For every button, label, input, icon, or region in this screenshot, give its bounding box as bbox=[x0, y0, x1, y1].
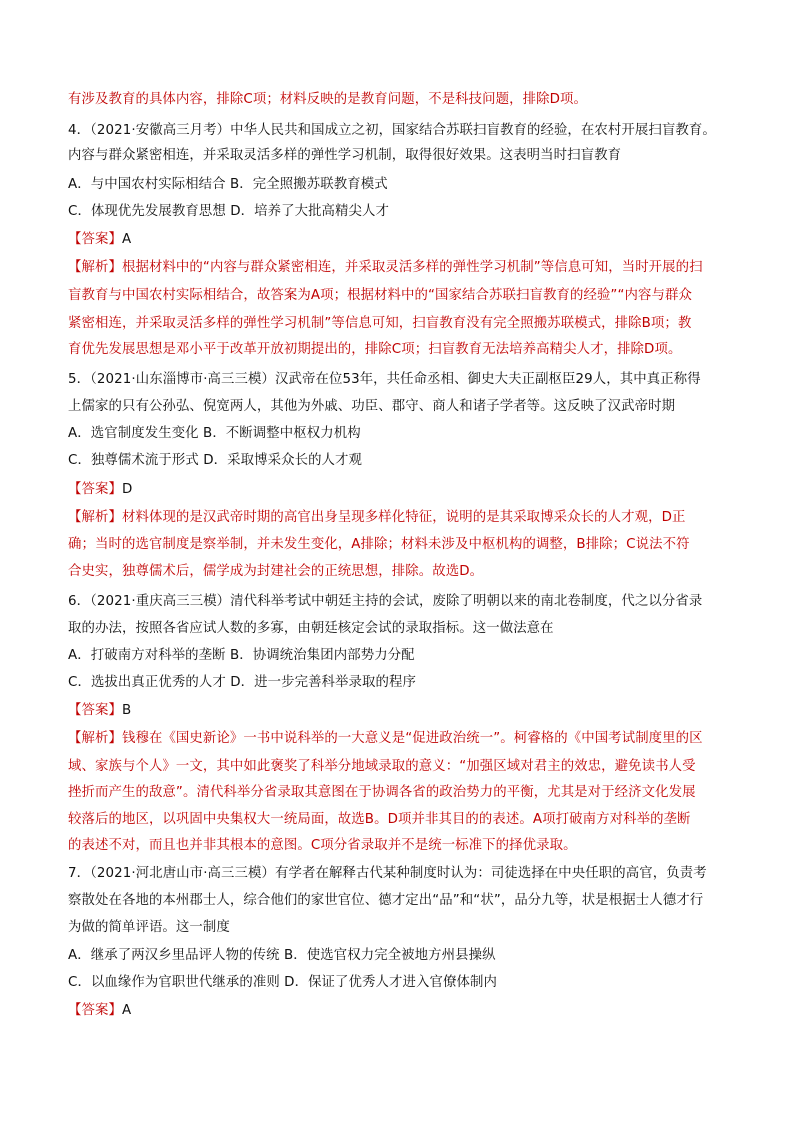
text-line bbox=[68, 592, 738, 612]
text-line bbox=[68, 973, 738, 993]
line-text: B bbox=[121, 703, 132, 718]
line-text: 6．（2021·重庆高三三模）清代科举考试中朝廷主持的会试，废除了明朝以来的南北卷制度，代之以分省录 bbox=[68, 594, 703, 609]
text-line bbox=[68, 891, 738, 911]
line-text: 的表述不对，而且也并非其根本的意图。C项分省录取并不是统一标准下的择优录取。 bbox=[68, 838, 577, 853]
line-text: A．打破南方对科举的垄断 B．协调统治集团内部势力分配 bbox=[68, 648, 415, 663]
text-line bbox=[68, 451, 738, 471]
text-line bbox=[68, 535, 738, 555]
text-line bbox=[68, 836, 738, 856]
text-line bbox=[68, 340, 738, 360]
analysis-line bbox=[68, 729, 738, 749]
text-line bbox=[68, 146, 738, 166]
text-line bbox=[68, 370, 738, 390]
line-text: 育优先发展思想是邓小平于改革开放初期提出的，排除C项；扫盲教育无法培养高精尖人才，排除D项。 bbox=[68, 342, 682, 357]
analysis-line bbox=[68, 258, 738, 278]
answer-line bbox=[68, 701, 738, 721]
text-line bbox=[68, 946, 738, 966]
line-text: 合史实，独尊儒术后，儒学成为封建社会的正统思想，排除。故选D。 bbox=[68, 564, 484, 579]
analysis-tag: 【解析】 bbox=[68, 510, 122, 525]
line-text: C．选拔出真正优秀的人才 D．进一步完善科举录取的程序 bbox=[68, 675, 416, 690]
text-line bbox=[68, 783, 738, 803]
line-text: C．独尊儒术流于形式 D．采取博采众长的人才观 bbox=[68, 453, 363, 468]
text-line bbox=[68, 121, 738, 141]
line-text: 盲教育与中国农村实际相结合，故答案为A项；根据材料中的“国家结合苏联扫盲教育的经验”“内容与群众 bbox=[68, 288, 692, 303]
line-text: 7．（2021·河北唐山市·高三三模）有学者在解释古代某种制度时认为：司徒选择在中央任职的高官，负责考 bbox=[68, 866, 707, 881]
line-text: 上儒家的只有公孙弘、倪宽两人，其他为外戚、功臣、郡守、商人和诸子学者等。这反映了汉武帝时期 bbox=[68, 399, 676, 414]
line-text: 5．（2021·山东淄博市·高三三模）汉武帝在位53年，共任命丞相、御史大夫正副枢臣29人，其中真正称得 bbox=[68, 372, 701, 387]
text-line bbox=[68, 314, 738, 334]
text-line bbox=[68, 810, 738, 830]
text-line bbox=[68, 619, 738, 639]
analysis-line bbox=[68, 508, 738, 528]
text-line bbox=[68, 673, 738, 693]
text-line bbox=[68, 202, 738, 222]
line-text: 域、家族与个人》一文，其中如此褒奖了科举分地域录取的意义：“加强区域对君主的效忠，避免读书人受 bbox=[68, 759, 696, 774]
answer-tag: 【答案】 bbox=[68, 1003, 122, 1018]
line-text: A．继承了两汉乡里品评人物的传统 B．使选官权力完全被地方州县操纵 bbox=[68, 948, 496, 963]
analysis-tag: 【解析】 bbox=[68, 260, 122, 275]
answer-line bbox=[68, 480, 738, 500]
line-text: 内容与群众紧密相连，并采取灵活多样的弹性学习机制，取得很好效果。这表明当时扫盲教育 bbox=[68, 148, 622, 163]
line-text: A．选官制度发生变化 B．不断调整中枢权力机构 bbox=[68, 426, 361, 441]
line-text: 确；当时的选官制度是察举制，并未发生变化，A排除；材料未涉及中枢机构的调整，B排除；C说法不符 bbox=[68, 537, 690, 552]
line-text: A．与中国农村实际相结合 B．完全照搬苏联教育模式 bbox=[68, 177, 388, 192]
line-text: C．以血缘作为官职世代继承的准则 D．保证了优秀人才进入官僚体制内 bbox=[68, 975, 497, 990]
line-text: C．体现优先发展教育思想 D．培养了大批高精尖人才 bbox=[68, 204, 390, 219]
line-text: 挫折而产生的敌意”。清代科举分省录取其意图在于协调各省的政治势力的平衡，尤其是对于经济文化发展 bbox=[68, 785, 696, 800]
line-text: 紧密相连，并采取灵活多样的弹性学习机制”等信息可知，扫盲教育没有完全照搬苏联模式，排除B项；教 bbox=[68, 316, 692, 331]
analysis-tag: 【解析】 bbox=[68, 731, 122, 746]
answer-tag: 【答案】 bbox=[68, 232, 122, 247]
text-line bbox=[68, 397, 738, 417]
line-text: A bbox=[121, 232, 132, 247]
text-line bbox=[68, 90, 738, 110]
line-text: A bbox=[121, 1003, 132, 1018]
text-line bbox=[68, 562, 738, 582]
line-text: 钱穆在《国史新论》一书中说科举的一大意义是“促进政治统一”。柯睿格的《中国考试制度里的区 bbox=[121, 731, 703, 746]
answer-line bbox=[68, 1001, 738, 1021]
line-text: 为做的简单评语。这一制度 bbox=[68, 920, 230, 935]
text-line bbox=[68, 175, 738, 195]
line-text: 察散处在各地的本州郡士人，综合他们的家世官位、德才定出“品”和“状”，品分九等，状是根据士人德才行 bbox=[68, 893, 704, 908]
line-text: 材料体现的是汉武帝时期的高官出身呈现多样化特征，说明的是其采取博采众长的人才观，D正 bbox=[121, 510, 686, 525]
line-text: D bbox=[121, 482, 133, 497]
text-line bbox=[68, 757, 738, 777]
line-text: 较落后的地区，以巩固中央集权大一统局面，故选B。D项并非其目的的表述。A项打破南方对科举的垄断 bbox=[68, 812, 691, 827]
text-line bbox=[68, 424, 738, 444]
answer-line bbox=[68, 230, 738, 250]
text-line bbox=[68, 864, 738, 884]
text-line bbox=[68, 918, 738, 938]
line-text: 取的办法，按照各省应试人数的多寡，由朝廷核定会试的录取指标。这一做法意在 bbox=[68, 621, 554, 636]
answer-tag: 【答案】 bbox=[68, 703, 122, 718]
answer-tag: 【答案】 bbox=[68, 482, 122, 497]
line-text: 根据材料中的“内容与群众紧密相连，并采取灵活多样的弹性学习机制”等信息可知，当时开展的扫 bbox=[121, 260, 703, 275]
line-text: 4．（2021·安徽高三月考）中华人民共和国成立之初，国家结合苏联扫盲教育的经验，在农村开展扫盲教育。 bbox=[68, 123, 716, 138]
line-text: 有涉及教育的具体内容，排除C项；材料反映的是教育问题，不是科技问题，排除D项。 bbox=[68, 92, 588, 107]
text-line bbox=[68, 646, 738, 666]
text-line bbox=[68, 286, 738, 306]
